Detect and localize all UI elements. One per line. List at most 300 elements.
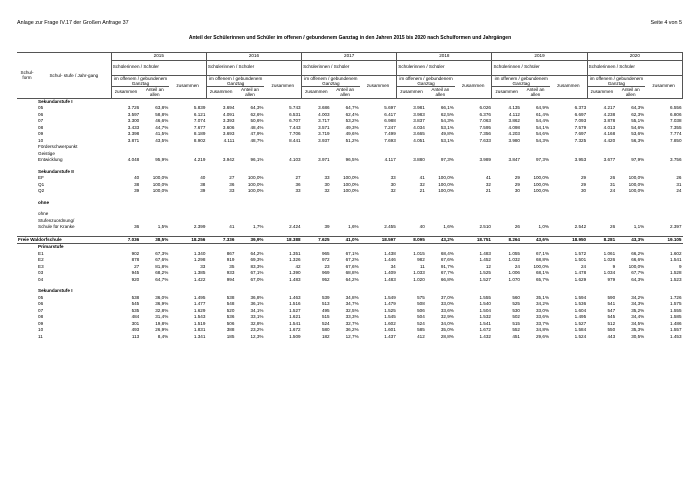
value-cell: 545 — [131, 301, 140, 307]
value-cell: 54,3% — [440, 118, 454, 124]
value-cell: 67,6% — [155, 257, 169, 263]
value-cell: 100,0% — [247, 175, 264, 181]
value-cell: 12 — [485, 263, 491, 269]
value-cell: 5.839 — [193, 105, 206, 111]
value-cell: 1.478 — [574, 270, 587, 276]
value-cell: 1.572 — [574, 250, 587, 256]
value-cell: 7.355 — [670, 124, 682, 130]
header-zusammen-ganztag: zusammen — [587, 87, 616, 99]
value-cell: 12,7% — [345, 333, 359, 339]
row-label: 11 — [38, 333, 43, 339]
value-cell: 95,9% — [155, 157, 169, 163]
table-body — [17, 98, 683, 340]
header-zusammen-ganztag: zusammen — [111, 87, 140, 99]
value-cell: 63,8% — [155, 105, 169, 111]
row-label: Q2 — [38, 188, 45, 194]
value-cell: 54,4% — [536, 118, 550, 124]
value-cell: 32,5% — [345, 307, 359, 313]
form-cell — [17, 244, 37, 251]
value-cell: 1.541 — [479, 320, 491, 326]
value-cell: 185 — [226, 333, 235, 339]
value-cell: 6.697 — [574, 111, 587, 117]
value-cell: 34,7% — [345, 301, 359, 307]
value-cell: 43,5% — [155, 137, 169, 143]
value-cell: 1,0% — [538, 224, 550, 230]
value-cell: 2.399 — [193, 224, 206, 230]
group-label: ohne — [38, 199, 50, 205]
value-cell: 4.103 — [289, 157, 301, 163]
value-cell: 3.980 — [508, 137, 520, 143]
value-cell: 1.061 — [603, 250, 616, 256]
value-cell: 1.422 — [193, 276, 206, 282]
value-cell: 4.051 — [413, 137, 425, 143]
value-cell: 26,9% — [155, 327, 169, 333]
value-cell: 11 — [420, 263, 425, 269]
value-cell: 1.483 — [384, 276, 396, 282]
value-cell: 1.516 — [289, 301, 301, 307]
value-cell: 36 — [295, 181, 301, 187]
value-cell: 6.376 — [479, 111, 491, 117]
value-cell: 66,8% — [440, 276, 454, 282]
value-cell: 23 — [324, 263, 330, 269]
value-cell: 39 — [200, 188, 206, 194]
value-cell: 100,0% — [438, 175, 454, 181]
header-ganztag: im offenem / gebundenem Ganztag — [492, 75, 550, 87]
value-cell: 2.455 — [384, 224, 396, 230]
header-year-2018: 2018 — [397, 53, 492, 61]
row-label: 06 — [38, 301, 44, 307]
value-cell: 3.971 — [318, 157, 330, 163]
value-cell: 504 — [417, 314, 425, 320]
value-cell: 41 — [419, 175, 425, 181]
value-cell: 35,0% — [440, 327, 454, 333]
value-cell: 31 — [610, 181, 616, 187]
value-cell: 1.020 — [413, 276, 425, 282]
value-cell: 585 — [417, 327, 425, 333]
value-cell: 40 — [200, 175, 206, 181]
value-cell: 41 — [485, 175, 491, 181]
header-year-2016: 2016 — [206, 53, 301, 61]
value-cell: 1.585 — [670, 314, 682, 320]
value-cell: 18.256 — [169, 236, 206, 244]
value-cell: 1.446 — [384, 257, 396, 263]
value-cell: 53,1% — [440, 124, 454, 130]
value-cell: 945 — [131, 270, 140, 276]
value-cell: 7.850 — [670, 137, 682, 143]
group-row — [17, 98, 683, 105]
group-label: Primarstufe — [38, 244, 64, 250]
value-cell: 33,7% — [536, 320, 550, 326]
header-zusammen: zusammen — [264, 75, 301, 98]
value-cell: 68,8% — [536, 257, 550, 263]
value-cell: 7.325 — [574, 137, 587, 143]
header-zusammen: zusammen — [645, 75, 682, 98]
value-cell: 1.298 — [193, 257, 206, 263]
value-cell: 100,0% — [247, 181, 264, 187]
value-cell: 3.393 — [222, 118, 235, 124]
header-anteil: Anteil an allen — [140, 87, 169, 99]
value-cell: 34 — [390, 263, 396, 269]
value-cell: 1.341 — [193, 333, 206, 339]
value-cell: 7.247 — [384, 124, 396, 130]
value-cell: 30 — [390, 181, 396, 187]
value-cell: 55,1% — [631, 118, 645, 124]
value-cell: 4.135 — [508, 105, 520, 111]
header-zusammen: zusammen — [360, 75, 397, 98]
value-cell: 539 — [321, 294, 330, 300]
value-cell: 1.015 — [413, 250, 425, 256]
value-cell: 100,0% — [628, 263, 645, 269]
value-cell: 34,4% — [631, 314, 645, 320]
value-cell: 7.697 — [574, 131, 587, 137]
value-cell: 1.584 — [574, 327, 587, 333]
value-cell: 67,1% — [536, 250, 550, 256]
value-cell: 3.847 — [508, 157, 520, 163]
value-cell: 1.543 — [193, 314, 206, 320]
value-cell: 33 — [200, 263, 206, 269]
row-label: E3 — [38, 263, 44, 269]
value-cell: 100,0% — [628, 188, 645, 194]
value-cell: 575 — [417, 294, 425, 300]
value-cell: 545 — [607, 314, 616, 320]
value-cell: 19.105 — [645, 236, 682, 244]
value-cell: 49,8% — [440, 131, 454, 137]
value-cell: 64,7% — [155, 276, 169, 282]
header-anteil: Anteil an allen — [235, 87, 264, 99]
value-cell: 81,8% — [155, 263, 169, 269]
row-label: 08 — [38, 124, 44, 130]
value-cell: 4.091 — [222, 111, 235, 117]
value-cell: 3.942 — [222, 157, 235, 163]
value-cell: 3.597 — [127, 111, 140, 117]
value-cell: 100,0% — [343, 188, 359, 194]
value-cell: 67,7% — [631, 270, 645, 276]
value-cell: 54,3% — [536, 137, 550, 143]
value-cell: 1.495 — [193, 294, 206, 300]
header-stufe: Schul- stufe / Jahr-gang — [37, 53, 111, 99]
value-cell: 32,7% — [345, 320, 359, 326]
value-cell: 1.495 — [574, 314, 587, 320]
value-cell: 65,7% — [536, 276, 550, 282]
value-cell: 67,6% — [345, 263, 359, 269]
header-row — [17, 75, 683, 87]
value-cell: 547 — [607, 307, 616, 313]
value-cell: 58,8% — [155, 111, 169, 117]
value-cell: 7.499 — [384, 131, 396, 137]
value-cell: 30 — [581, 188, 587, 194]
value-cell: 6.417 — [384, 111, 396, 117]
value-cell: 100,0% — [533, 188, 550, 194]
value-cell: 8.441 — [289, 137, 301, 143]
value-cell: 1.672 — [479, 327, 491, 333]
value-cell: 26 — [514, 224, 520, 230]
row-label: 05 — [38, 294, 44, 300]
value-cell: 443 — [607, 333, 616, 339]
value-cell: 64,3% — [631, 105, 645, 111]
value-cell: 29 — [514, 175, 520, 181]
value-cell: 1.483 — [479, 250, 491, 256]
value-cell: 33 — [390, 175, 396, 181]
group-row — [17, 244, 683, 251]
value-cell: 100,0% — [533, 263, 550, 269]
value-cell: 53,2% — [345, 118, 359, 124]
group-label: Sekundarstufe I — [38, 288, 73, 294]
value-cell: 56,3% — [631, 137, 645, 143]
value-cell: 4.003 — [318, 111, 330, 117]
value-cell: 4.098 — [508, 124, 520, 130]
header-zusammen-ganztag: zusammen — [492, 87, 521, 99]
value-cell: 49,6% — [345, 131, 359, 137]
value-cell: 4.217 — [603, 105, 616, 111]
value-cell: 1.479 — [384, 301, 396, 307]
value-cell: 7.625 — [302, 236, 331, 244]
value-cell: 1.504 — [479, 307, 491, 313]
value-cell: 38 — [134, 181, 140, 187]
value-cell: 982 — [417, 257, 425, 263]
row-label: 10 — [38, 327, 44, 333]
value-cell: 24 — [676, 188, 682, 194]
document-header-left: Anlage zur Frage IV.17 der Großen Anfrage 37 — [17, 20, 129, 26]
value-cell: 32 — [485, 181, 491, 187]
header-schueler: Schülerinnen / Schüler — [302, 60, 397, 75]
value-cell: 6.707 — [289, 118, 301, 124]
header-schueler: Schülerinnen / Schüler — [492, 60, 587, 75]
value-cell: 64,3% — [631, 276, 645, 282]
value-cell: 3.398 — [127, 131, 140, 137]
value-cell: 64,3% — [250, 105, 264, 111]
value-cell: 590 — [607, 294, 616, 300]
value-cell: 35,3% — [631, 327, 645, 333]
value-cell: 18.751 — [455, 236, 492, 244]
value-cell: 1.034 — [603, 270, 616, 276]
row-label: Förderschwerpunkt — [38, 144, 78, 150]
form-cell — [17, 98, 37, 105]
value-cell: 6.531 — [289, 111, 301, 117]
header-row — [17, 53, 683, 61]
value-cell: 920 — [131, 276, 140, 282]
value-cell: 530 — [512, 307, 520, 313]
value-cell: 100,0% — [533, 181, 550, 187]
value-cell: 535 — [131, 307, 140, 313]
value-cell: 513 — [321, 301, 330, 307]
value-cell: 1.437 — [384, 333, 396, 339]
value-cell: 64,2% — [345, 276, 359, 282]
header-year-2019: 2019 — [492, 53, 587, 61]
value-cell: 97,9% — [631, 157, 645, 163]
value-cell: 1.509 — [289, 333, 301, 339]
value-cell: 1.519 — [193, 320, 206, 326]
header-zusammen-ganztag: zusammen — [302, 87, 331, 99]
value-cell: 3.837 — [413, 118, 425, 124]
value-cell: 1.545 — [384, 314, 396, 320]
value-cell: 3.989 — [479, 157, 491, 163]
header-zusammen: zusammen — [455, 75, 492, 98]
value-cell: 1.540 — [479, 301, 491, 307]
value-cell: 1.432 — [479, 333, 491, 339]
value-cell: 33,6% — [440, 307, 454, 313]
value-cell: 36,9% — [155, 301, 169, 307]
value-cell: 18.388 — [264, 236, 301, 244]
value-cell: 38,5% — [140, 236, 169, 244]
value-cell: 100,0% — [343, 175, 359, 181]
value-cell: 4.219 — [193, 157, 206, 163]
value-cell: 32 — [390, 188, 396, 194]
group-label: Sekundarstufe II — [38, 168, 74, 174]
value-cell: 7.356 — [479, 131, 491, 137]
value-cell: 96,1% — [250, 157, 264, 163]
value-cell: 43,2% — [426, 236, 455, 244]
value-cell: 32 — [419, 181, 425, 187]
value-cell: 50,6% — [250, 118, 264, 124]
value-cell: 53,6% — [631, 131, 645, 137]
value-cell: 3.719 — [318, 131, 330, 137]
value-cell: 29 — [581, 175, 587, 181]
value-cell: 62,3% — [631, 111, 645, 117]
value-cell: 83,3% — [250, 263, 264, 269]
value-cell: 1.575 — [670, 301, 682, 307]
row-label: 06 — [38, 111, 44, 117]
value-cell: 33,1% — [250, 314, 264, 320]
value-cell: 524 — [321, 320, 330, 326]
value-cell: 515 — [512, 320, 520, 326]
value-cell: 7.093 — [574, 118, 587, 124]
value-cell: 1,5% — [157, 224, 169, 230]
value-cell: 30,5% — [631, 333, 645, 339]
value-cell: 4.420 — [603, 137, 616, 143]
value-cell: 41,5% — [155, 131, 169, 137]
value-cell: 8,4% — [157, 333, 169, 339]
value-cell: 68,4% — [440, 250, 454, 256]
value-cell: 34,8% — [345, 294, 359, 300]
value-cell: 36,8% — [250, 294, 264, 300]
value-cell: 24 — [514, 263, 520, 269]
value-cell: 3.694 — [222, 105, 235, 111]
value-cell: 4.013 — [603, 124, 616, 130]
value-cell: 1.527 — [479, 276, 491, 282]
value-cell: 66,2% — [631, 250, 645, 256]
value-cell: 67,6% — [440, 257, 454, 263]
value-cell: 54,6% — [631, 124, 645, 130]
value-cell: 536 — [226, 314, 235, 320]
value-cell: 8.902 — [193, 137, 206, 143]
value-cell: 61,4% — [536, 111, 550, 117]
header-schueler: Schülerinnen / Schüler — [206, 60, 301, 75]
row-label: 09 — [38, 131, 44, 137]
value-cell: 1,6% — [348, 224, 359, 230]
value-cell: 7.579 — [574, 124, 587, 130]
value-cell: 67,1% — [250, 270, 264, 276]
value-cell: 6.121 — [193, 111, 206, 117]
value-cell: 62,5% — [440, 111, 454, 117]
value-cell: 36 — [134, 224, 140, 230]
value-cell: 27 — [134, 263, 140, 269]
value-cell: 46,6% — [155, 118, 169, 124]
value-cell: 1.604 — [574, 307, 587, 313]
header-ganztag: im offenem / gebundenem Ganztag — [587, 75, 645, 87]
value-cell: 37,0% — [440, 294, 454, 300]
value-cell: 7.677 — [193, 124, 206, 130]
value-cell: 40 — [134, 175, 140, 181]
value-cell: 38 — [200, 181, 206, 187]
header-year-2015: 2015 — [111, 53, 206, 61]
value-cell: 6.373 — [574, 105, 587, 111]
value-cell: 33 — [324, 175, 330, 181]
value-cell: 28,8% — [440, 333, 454, 339]
value-cell: 1.026 — [603, 257, 616, 263]
value-cell: 1.601 — [384, 327, 396, 333]
value-cell: 35,2% — [631, 307, 645, 313]
statistics-table — [17, 52, 683, 340]
value-cell: 36,2% — [345, 327, 359, 333]
row-label: EF — [38, 175, 44, 181]
value-cell: 36 — [229, 181, 235, 187]
value-cell: 24 — [610, 188, 616, 194]
value-cell: 1.532 — [479, 314, 491, 320]
value-cell: 32,9% — [440, 314, 454, 320]
value-cell: 3.606 — [222, 124, 235, 130]
value-cell: 1.390 — [289, 270, 301, 276]
value-cell: 3.571 — [318, 124, 330, 130]
page-number: Seite 4 von 5 — [650, 20, 682, 26]
header-ganztag: im offenem / gebundenem Ganztag — [206, 75, 264, 87]
value-cell: 1.555 — [670, 307, 682, 313]
value-cell: 6.026 — [479, 105, 491, 111]
value-cell: 1.055 — [508, 250, 520, 256]
value-cell: 100,0% — [152, 188, 169, 194]
value-cell: 32 — [324, 188, 330, 194]
value-cell: 1.006 — [508, 270, 520, 276]
row-label: E1 — [38, 250, 44, 256]
value-cell: 3.878 — [603, 118, 616, 124]
value-cell: 54,6% — [536, 131, 550, 137]
value-cell: 27 — [229, 175, 235, 181]
value-cell: 1.486 — [670, 320, 682, 326]
value-cell: 451 — [512, 333, 520, 339]
header-ganztag: im offenem / gebundenem Ganztag — [302, 75, 360, 87]
value-cell: 33,0% — [536, 307, 550, 313]
value-cell: 12,3% — [250, 333, 264, 339]
schulform-label: Freie Waldorfschule — [17, 236, 111, 244]
value-cell: 3.677 — [603, 157, 616, 163]
value-cell: 100,0% — [152, 175, 169, 181]
value-cell: 29 — [581, 181, 587, 187]
value-cell: 1.555 — [479, 294, 491, 300]
value-cell: 1,7% — [252, 224, 264, 230]
value-cell: 32,8% — [250, 320, 264, 326]
value-cell: 3.756 — [670, 157, 682, 163]
row-label: 08 — [38, 314, 44, 320]
value-cell: 32,8% — [155, 307, 169, 313]
value-cell: 39,9% — [235, 236, 264, 244]
value-cell: 7.038 — [670, 118, 682, 124]
value-cell: 969 — [321, 270, 330, 276]
value-cell: 1.594 — [574, 294, 587, 300]
value-cell: 182 — [321, 333, 330, 339]
value-cell: 1.452 — [479, 257, 491, 263]
value-cell: 4.238 — [603, 111, 616, 117]
value-cell: 919 — [226, 257, 235, 263]
value-cell: 878 — [131, 257, 140, 263]
value-cell: 6.556 — [670, 105, 682, 111]
value-cell: 538 — [131, 294, 140, 300]
value-cell: 34,5% — [631, 320, 645, 326]
header-year-2020: 2020 — [587, 53, 682, 61]
value-cell: 47,9% — [250, 131, 264, 137]
value-cell: 43,3% — [616, 236, 645, 244]
row-label: E2 — [38, 257, 44, 263]
value-cell: 100,0% — [628, 181, 645, 187]
value-cell: 7.774 — [670, 131, 682, 137]
